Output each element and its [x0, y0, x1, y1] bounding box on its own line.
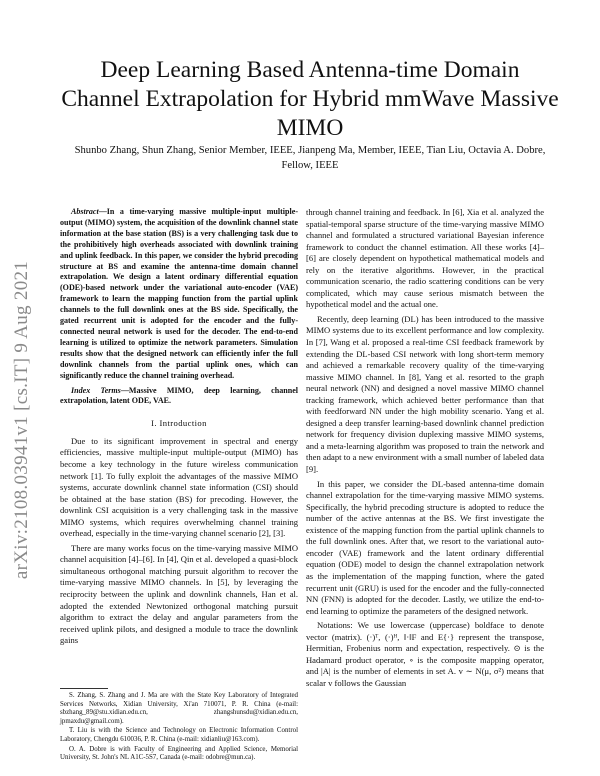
abstract — [60, 207, 298, 382]
body-paragraph: Recently, deep learning (DL) has been introduced to the massive MIMO systems due to its excellent performance and low complexity. In [7], Wang et al. proposed a real-time CSI feedback framework by extending the DL-based CSI network with long short-term memory and achieved a remarkable recovery quality of the time-varying massive MIMO channel. In [8], Yang et al. resorted to the graph neural network (NN) and designed a novel massive MIMO channel tracking framework, which achieved better performance than that with feedforward NN under the high mobility scenario. Yang et al. designed a deep transfer learning-based downlink channel prediction network for frequency division duplexing massive MIMO systems, and a meta-learning algorithm was proposed to train the network and then adapt to a new environment with a small number of labeled data [9]. — [306, 313, 544, 475]
index-terms — [60, 386, 298, 408]
footnotes — [60, 692, 298, 764]
index-terms-label: Index Terms — [71, 385, 121, 395]
body-paragraph: There are many works focus on the time-varying massive MIMO channel acquisition [4]–[6]. In [4], Qin et al. developed a quasi-block simultaneous orthogonal matching pursuit algorithm to recover the time-varying massive MIMO channels. In [5], by leveraging the reciprocity between the uplink and downlink channels, Han et al. adopted the extended Newtonized orthogonal matching pursuit algorithm to extract the delay and angular parameters from the received uplink pilots, and designed a module to trace the downlink gains — [60, 542, 298, 646]
notations-paragraph: Notations: We use lowercase (uppercase) boldface to denote vector (matrix). (·)ᵀ, (·)ᴴ, ‖·‖F and E{·} represent the transpose, Hermitian, Frobenius norm and expectation, respectively. ⊙ is the Hadamard product operator, ∘ is the composite mapping operator, and |A| is the number of elements in set A. v ∼ N(μ, σ²) means that scalar v follows the Gaussian — [306, 620, 544, 688]
abstract-label: Abstract — [71, 207, 99, 216]
body-paragraph: In this paper, we consider the DL-based antenna-time domain channel extrapolation for the time-varying massive MIMO systems. Specifically, the hybrid precoding structure is adopted to reduce the number of the active antennas at the BS. We first investigate the existence of the mapping function from the partial uplink channels to the full downlink ones. After that, we resort to the variational auto-encoder (VAE) framework and the latent ordinary differential equation (ODE) model to design the channel extrapolation network as the implementation of the mapping function, where the gated recurrent unit (GRU) is used for the encoder and the fully-connected NN (FNN) is adopted for the decoder. Lastly, we utilize the end-to-end learning to optimize the parameters of the designed network. — [306, 478, 544, 616]
arxiv-stamp — [4, 200, 40, 640]
right-column — [306, 207, 544, 689]
paper-title: Deep Learning Based Antenna-time Domain Channel Extrapolation for Hybrid mmWave Massive MIMO — [61, 57, 559, 141]
footnote-divider — [60, 688, 108, 689]
left-column — [60, 207, 298, 647]
arxiv-stamp-text: arXiv:2108.03941v1 [cs.IT] 9 Aug 2021 — [11, 260, 33, 580]
body-paragraph: Due to its significant improvement in spectral and energy efficiencies, massive multiple-input multiple-output (MIMO) has become a key technology in the future wireless communication network [1]. To fully exploit the advantages of the massive MIMO systems, accurate downlink channel state information (CSI) should be obtained at the base station (BS) for precoding. However, the downlink CSI acquisition is a very challenging task in the massive MIMO systems, which requires overwhelming channel training overhead, especially in the time-varying channel scenario [2], [3]. — [60, 435, 298, 539]
footnote-affiliation: T. Liu is with the Science and Technology on Electronic Information Control Laboratory, Chengdu 610036, P. R. China (e-mail: xidianliu@163.com). — [60, 727, 298, 743]
footnote-affiliation: O. A. Dobre is with Faculty of Engineering and Applied Science, Memorial University, St. John's NL A1C-5S7, Canada (e-mail: odobre@mun.ca). — [60, 745, 298, 762]
footnote-affiliation: S. Zhang, S. Zhang and J. Ma are with the State Key Laboratory of Integrated Services Networks, Xidian University, Xi'an 710071, P. R. China (e-mail: sbzhang_89@stu.xidian.edu.cn, zhangshunsdu@xidian.edu.cn, jpmaxdu@gmail.com). — [60, 692, 298, 725]
body-paragraph: through channel training and feedback. In [6], Xia et al. analyzed the spatial-temporal sparse structure of the time-varying massive MIMO channel and formulated a structured variational Bayesian inference framework to conduct the channel estimation. All these works [4]–[6] are closely dependent on hypothetical mathematical models and rely on the iterative algorithms. However, in the practical communication scenario, the radio scattering conditions can be very complicated, which may cause serious mismatch between the hypothetical model and the actual one. — [306, 207, 544, 310]
section-heading-introduction: I. Introduction — [151, 418, 207, 429]
abstract-text: —In a time-varying massive multiple-input multiple-output (MIMO) system, the acquisition of the downlink channel state information at the base station (BS) is a very challenging task due to the prohibitively high overheads associated with downlink training and uplink feedback. In this paper, we consider the hybrid precoding structure at BS and examine the antenna-time domain channel extrapolation. We design a latent ordinary differential equation (ODE)-based network under the variational auto-encoder (VAE) framework to learn the mapping function from the partial uplink channels to the full downlink ones at the BS side. Specifically, the gated recurrent unit is adopted for the encoder and the fully-connected neural network is used for the decoder. The end-to-end learning is utilized to optimize the network parameters. Simulation results show that the designed network can efficiently infer the full downlink channels from the partial uplink ones, which can significantly reduce the channel training overhead. — [60, 207, 298, 380]
author-list: Shunbo Zhang, Shun Zhang, Senior Member, IEEE, Jianpeng Ma, Member, IEEE, Tian Liu, Octavia A. Dobre, Fellow, IEEE — [74, 145, 546, 171]
index-terms-text: —Massive MIMO, deep learning, channel extrapolation, latent ODE, VAE. — [60, 385, 298, 406]
